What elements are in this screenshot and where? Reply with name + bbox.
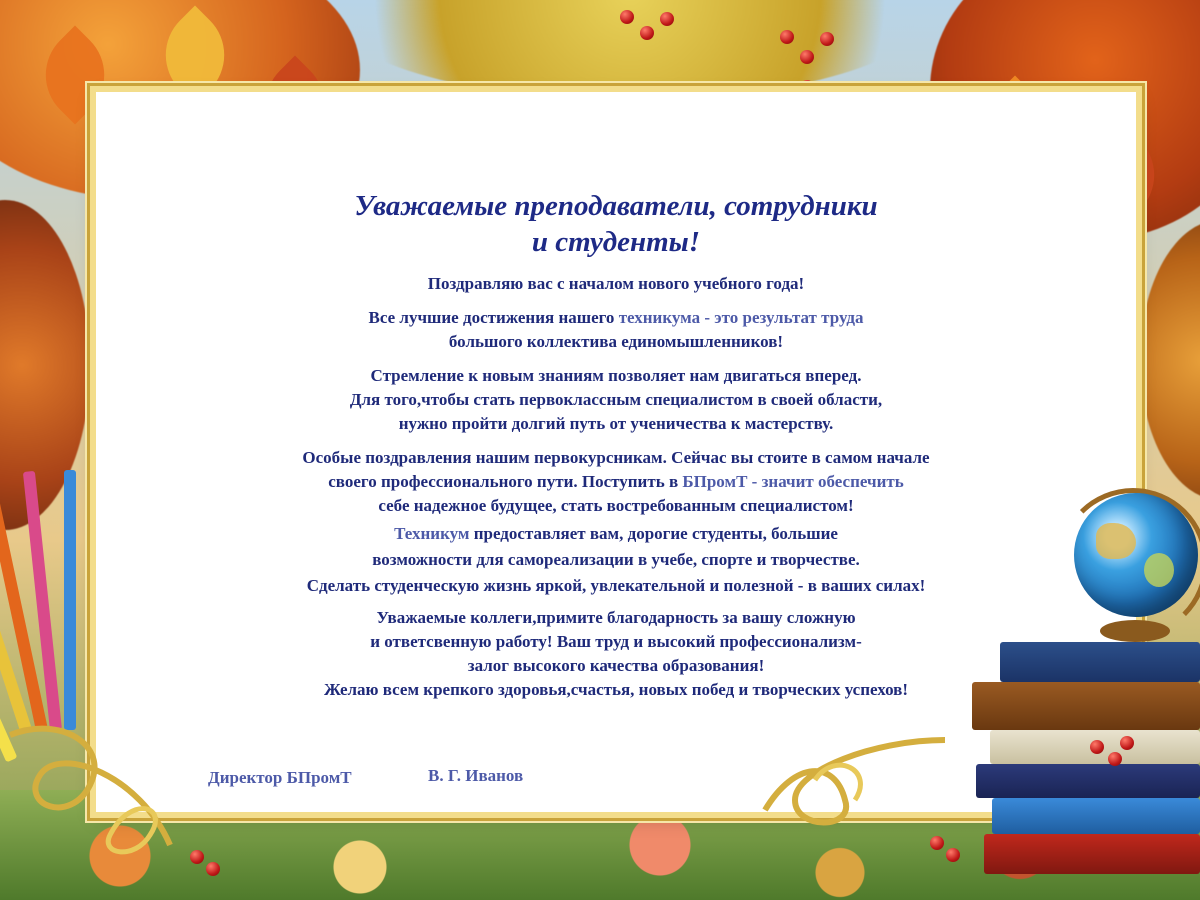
paragraph-2-line-1 bbox=[96, 306, 1136, 330]
signature-name: В. Г. Иванов bbox=[428, 766, 524, 785]
title-line-2: и студенты! bbox=[531, 226, 701, 258]
rowan-berry-icon bbox=[780, 30, 794, 44]
paragraph-5-line-2: возможности для самореализации в учебе, спорте и творчестве. bbox=[372, 550, 860, 569]
book-icon bbox=[984, 834, 1200, 874]
paragraph-5-line-3: Сделать студенческую жизнь яркой, увлекательной и полезной - в ваших силах! bbox=[306, 576, 926, 595]
paragraph-4-line-2-a: своего профессионального пути. Поступить в bbox=[328, 472, 679, 491]
rowan-berry-icon bbox=[206, 862, 220, 876]
paragraph-1: Поздравляю вас с началом нового учебного года! bbox=[427, 274, 805, 293]
rowan-berry-icon bbox=[946, 848, 960, 862]
rowan-berry-icon bbox=[620, 10, 634, 24]
paragraph-5-line-1-b: предоставляет вам, дорогие студенты, большие bbox=[473, 524, 838, 543]
pencil-icon bbox=[64, 470, 76, 730]
paragraph-3-line-1: Стремление к новым знаниям позволяет нам двигаться вперед. bbox=[370, 366, 862, 385]
rowan-berry-icon bbox=[800, 50, 814, 64]
paragraph-2-line-1-a: Все лучшие достижения нашего bbox=[368, 308, 615, 327]
paragraph-4-line-2 bbox=[96, 470, 1136, 494]
paragraph-3-line-3: нужно пройти долгий путь от ученичества к мастерству. bbox=[398, 414, 834, 433]
paragraph-3-line-2: Для того,чтобы стать первоклассным специалистом в своей области, bbox=[349, 390, 883, 409]
title-line-1: Уважаемые преподаватели, сотрудники bbox=[354, 190, 878, 222]
greeting-title bbox=[96, 188, 1136, 260]
paragraph-5-line-1-a: Техникум bbox=[394, 524, 470, 543]
autumn-leaves-right bbox=[1140, 220, 1200, 500]
paragraph-6-line-2: и ответсвенную работу! Ваш труд и высокий профессионализм- bbox=[370, 632, 862, 651]
paragraph-4-line-1: Особые поздравления нашим первокурсникам. Сейчас вы стоите в самом начале bbox=[302, 448, 930, 467]
paragraph-4-line-2-b: БПромТ - значит обеспечить bbox=[682, 472, 904, 491]
paragraph-2-line-1-b: техникума - это результат труда bbox=[618, 308, 864, 327]
paragraph-6-line-1: Уважаемые коллеги,примите благодарность за вашу сложную bbox=[376, 608, 856, 627]
paragraph-6-line-4: Желаю всем крепкого здоровья,счастья, новых побед и творческих успехов! bbox=[324, 680, 908, 699]
rowan-berry-icon bbox=[820, 32, 834, 46]
signature-position: Директор БПромТ bbox=[208, 768, 352, 787]
paragraph-5-line-1 bbox=[96, 522, 1136, 546]
rowan-berry-icon bbox=[190, 850, 204, 864]
rowan-berry-icon bbox=[930, 836, 944, 850]
greeting-text bbox=[96, 92, 1136, 812]
autumn-leaves-left bbox=[0, 200, 90, 530]
rowan-berry-icon bbox=[660, 12, 674, 26]
paragraph-2-line-2: большого коллектива единомышленников! bbox=[448, 332, 784, 351]
rowan-berry-icon bbox=[640, 26, 654, 40]
paragraph-6-line-3: залог высокого качества образования! bbox=[467, 656, 765, 675]
paragraph-4-line-3: себе надежное будущее, стать востребованным специалистом! bbox=[378, 496, 854, 515]
